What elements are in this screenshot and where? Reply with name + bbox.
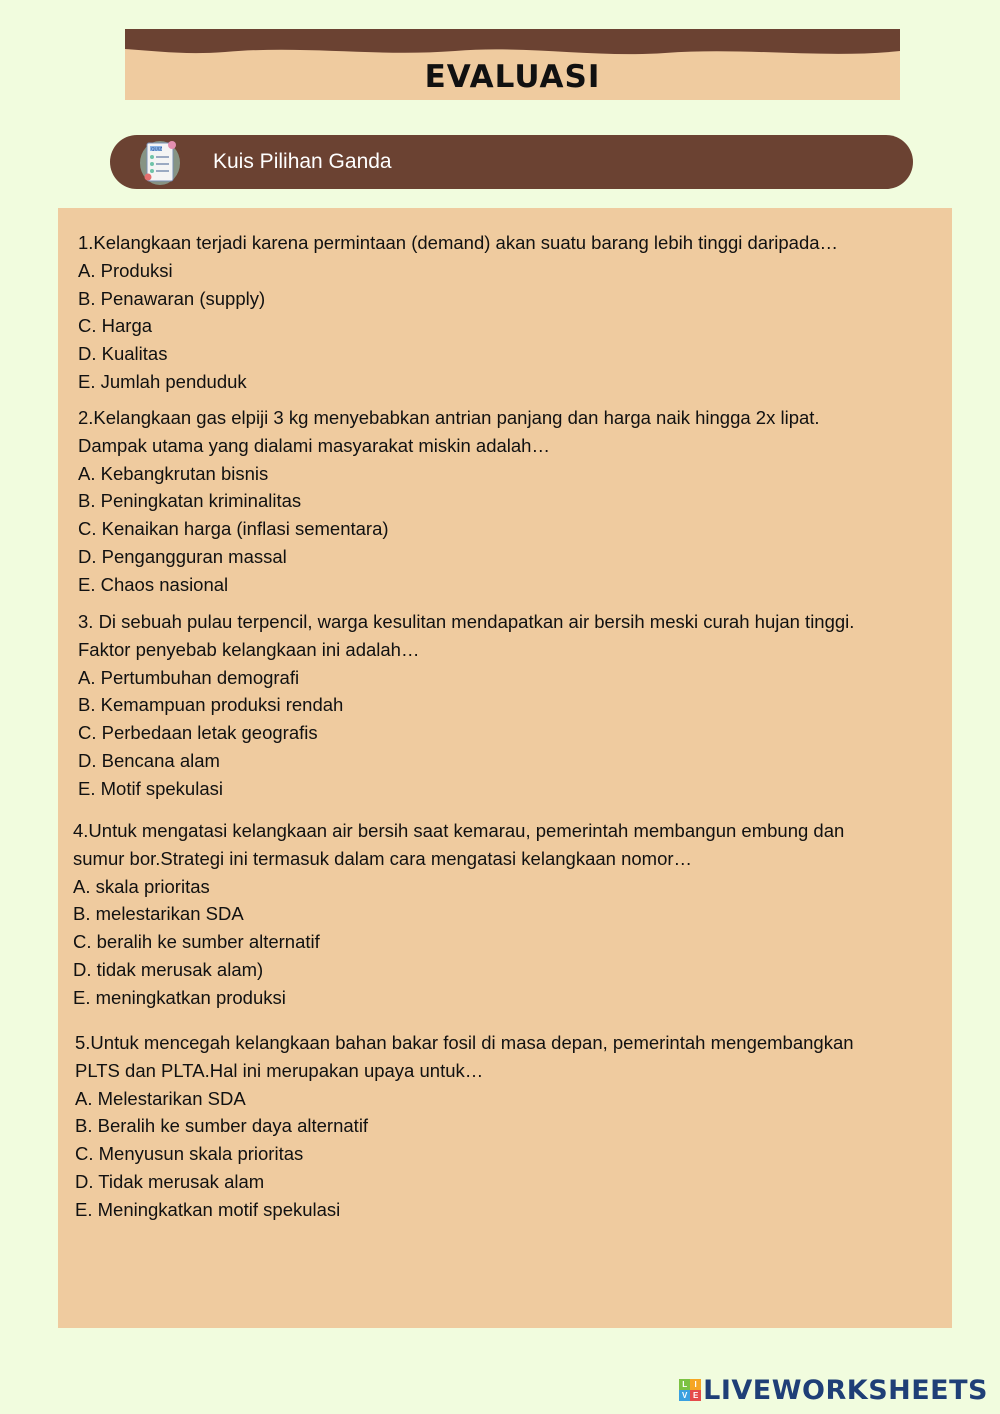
liveworksheets-logo bbox=[679, 1374, 988, 1406]
question-4-option-c[interactable]: C. beralih ke sumber alternatif bbox=[73, 931, 320, 953]
question-3 bbox=[78, 608, 938, 803]
question-3-option-c[interactable]: C. Perbedaan letak geografis bbox=[78, 722, 318, 744]
badge-letter: V bbox=[679, 1390, 690, 1401]
question-4-option-e[interactable]: E. meningkatkan produksi bbox=[73, 986, 286, 1008]
question-1-option-c[interactable]: C. Harga bbox=[78, 315, 153, 337]
wave-decoration bbox=[125, 29, 900, 59]
question-4-option-a[interactable]: A. skala prioritas bbox=[73, 875, 210, 897]
title-banner bbox=[125, 29, 900, 100]
question-1-option-a[interactable]: A. Produksi bbox=[78, 259, 173, 281]
question-4-text: 4.Untuk mengatasi kelangkaan air bersih saat kemarau, pemerintah membangun embung dan bbox=[73, 820, 845, 841]
live-badge-icon bbox=[679, 1379, 701, 1401]
question-3-option-a[interactable]: A. Pertumbuhan demografi bbox=[78, 666, 300, 688]
question-1-option-d[interactable]: D. Kualitas bbox=[78, 343, 168, 365]
badge-letter: L bbox=[679, 1379, 690, 1390]
question-1-option-e[interactable]: E. Jumlah penduduk bbox=[78, 370, 247, 392]
quiz-panel bbox=[58, 208, 952, 1328]
question-2 bbox=[78, 404, 938, 599]
question-5-option-d[interactable]: D. Tidak merusak alam bbox=[75, 1170, 265, 1192]
question-1 bbox=[78, 229, 938, 396]
question-1-option-b[interactable]: B. Penawaran (supply) bbox=[78, 287, 266, 309]
question-5 bbox=[75, 1029, 935, 1224]
question-2-option-a[interactable]: A. Kebangkrutan bisnis bbox=[78, 462, 269, 484]
question-2-text-cont: Dampak utama yang dialami masyarakat miskin adalah… bbox=[78, 434, 550, 456]
question-3-text-cont: Faktor penyebab kelangkaan ini adalah… bbox=[78, 638, 420, 660]
question-2-option-b[interactable]: B. Peningkatan kriminalitas bbox=[78, 490, 302, 512]
question-5-option-c[interactable]: C. Menyusun skala prioritas bbox=[75, 1143, 304, 1165]
question-1-text: 1.Kelangkaan terjadi karena permintaan (demand) akan suatu barang lebih tinggi daripada… bbox=[78, 232, 839, 253]
question-5-option-a[interactable]: A. Melestarikan SDA bbox=[75, 1087, 246, 1109]
badge-letter: E bbox=[690, 1390, 701, 1401]
question-3-option-e[interactable]: E. Motif spekulasi bbox=[78, 777, 223, 799]
badge-letter: I bbox=[690, 1379, 701, 1390]
question-5-option-e[interactable]: E. Meningkatkan motif spekulasi bbox=[75, 1198, 341, 1220]
watermark-text: LIVEWORKSHEETS bbox=[703, 1374, 988, 1406]
question-4-option-b[interactable]: B. melestarikan SDA bbox=[73, 903, 244, 925]
quiz-document-icon bbox=[138, 137, 184, 187]
question-2-option-e[interactable]: E. Chaos nasional bbox=[78, 573, 229, 595]
question-2-option-c[interactable]: C. Kenaikan harga (inflasi sementara) bbox=[78, 518, 389, 540]
question-2-option-d[interactable]: D. Pengangguran massal bbox=[78, 545, 287, 567]
page-title: EVALUASI bbox=[424, 59, 601, 95]
section-header bbox=[110, 135, 913, 189]
question-5-text: 5.Untuk mencegah kelangkaan bahan bakar fosil di masa depan, pemerintah mengembangkan bbox=[75, 1032, 854, 1053]
section-title: Kuis Pilihan Ganda bbox=[213, 150, 392, 173]
question-3-option-b[interactable]: B. Kemampuan produksi rendah bbox=[78, 694, 344, 716]
question-3-text: 3. Di sebuah pulau terpencil, warga kesulitan mendapatkan air bersih meski curah hujan tinggi. bbox=[78, 611, 855, 632]
question-4-option-d[interactable]: D. tidak merusak alam) bbox=[73, 958, 264, 980]
question-4-text-cont: sumur bor.Strategi ini termasuk dalam cara mengatasi kelangkaan nomor… bbox=[73, 847, 693, 869]
question-5-text-cont: PLTS dan PLTA.Hal ini merupakan upaya untuk… bbox=[75, 1059, 484, 1081]
question-2-text: 2.Kelangkaan gas elpiji 3 kg menyebabkan antrian panjang dan harga naik hingga 2x lipat. bbox=[78, 407, 820, 428]
question-5-option-b[interactable]: B. Beralih ke sumber daya alternatif bbox=[75, 1115, 369, 1137]
svg-text:QUIZ: QUIZ bbox=[151, 147, 163, 153]
question-3-option-d[interactable]: D. Bencana alam bbox=[78, 749, 220, 771]
question-4 bbox=[73, 817, 933, 1012]
